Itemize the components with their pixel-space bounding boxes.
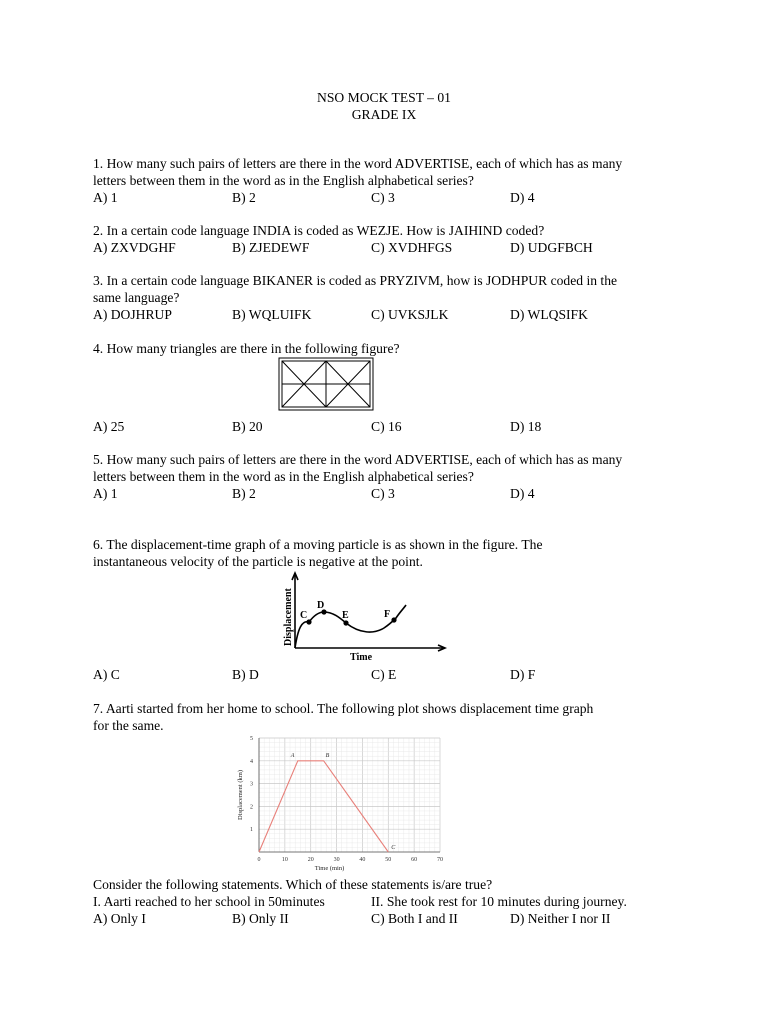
q1-option-a: A) 1 xyxy=(93,190,118,205)
point-f-label: F xyxy=(384,609,391,620)
x-tick-label: 30 xyxy=(333,857,340,863)
question-6-line-1: 6. The displacement-time graph of a moving particle is as shown in the figure. The xyxy=(93,537,543,552)
point-e-label: E xyxy=(342,610,349,621)
question-6-line-2: instantaneous velocity of the particle is negative at the point. xyxy=(93,554,423,569)
x-tick-label: 20 xyxy=(307,857,314,863)
point-label-c: C xyxy=(391,845,396,851)
x-tick-label: 70 xyxy=(437,857,443,863)
q6-option-a: A) C xyxy=(93,667,120,682)
question-3-line-2: same language? xyxy=(93,290,180,305)
chart-y-axis-label: Displacement (km) xyxy=(237,770,244,820)
q3-option-d: D) WLQSIFK xyxy=(510,307,588,322)
x-tick-label: 50 xyxy=(385,857,392,863)
q5-option-c: C) 3 xyxy=(371,486,395,501)
y-tick-label: 2 xyxy=(250,804,253,811)
q2-option-a: A) ZXVDGHF xyxy=(93,240,176,255)
point-label-b: B xyxy=(325,752,330,759)
q2-option-d: D) UDGFBCH xyxy=(510,240,593,255)
x-tick-label: 10 xyxy=(281,857,288,863)
time-axis-label: Time xyxy=(350,652,373,662)
q3-option-c: C) UVKSJLK xyxy=(371,307,449,322)
q6-option-b: B) D xyxy=(232,667,259,682)
q2-option-b: B) ZJEDEWF xyxy=(232,240,310,255)
y-tick-label: 4 xyxy=(250,758,253,765)
question-1-line-2: letters between them in the word as in the English alphabetical series? xyxy=(93,173,474,188)
q5-option-b: B) 2 xyxy=(232,486,256,501)
triangles-figure xyxy=(278,357,374,411)
question-1-line-1: 1. How many such pairs of letters are there in the word ADVERTISE, each of which has as many xyxy=(93,156,623,171)
q4-option-c: C) 16 xyxy=(371,419,402,434)
displacement-time-chart xyxy=(225,730,450,875)
q7-option-c: C) Both I and II xyxy=(371,911,458,926)
q4-option-b: B) 20 xyxy=(232,419,263,434)
grade-label: GRADE IX xyxy=(351,107,417,122)
question-7-statement-2: II. She took rest for 10 minutes during journey. xyxy=(371,894,627,909)
q1-option-b: B) 2 xyxy=(232,190,256,205)
q3-option-a: A) DOJHRUP xyxy=(93,307,172,322)
point-d-label: D xyxy=(317,600,325,611)
chart-axes xyxy=(259,738,440,852)
question-7-line-1: 7. Aarti started from her home to school. The following plot shows displacement time graph xyxy=(93,701,594,716)
y-tick-label: 3 xyxy=(250,781,253,788)
q3-option-b: B) WQLUIFK xyxy=(232,307,312,322)
question-3-line-1: 3. In a certain code language BIKANER is coded as PRYZIVM, how is JODHPUR coded in the xyxy=(93,273,618,288)
y-tick-label: 5 xyxy=(250,736,253,742)
question-7-statement-1: I. Aarti reached to her school in 50minutes xyxy=(93,894,325,909)
y-tick-label: 1 xyxy=(250,827,253,834)
question-7-line-2: for the same. xyxy=(93,718,164,733)
point-c-label: C xyxy=(300,610,308,621)
point-label-a: A xyxy=(290,752,295,759)
point-f-dot xyxy=(391,617,396,622)
question-5-line-1: 5. How many such pairs of letters are there in the word ADVERTISE, each of which has as many xyxy=(93,452,623,467)
q1-option-d: D) 4 xyxy=(510,190,535,205)
question-5-line-2: letters between them in the word as in the English alphabetical series? xyxy=(93,469,474,484)
displacement-curve-figure xyxy=(278,570,448,662)
q4-option-d: D) 18 xyxy=(510,419,542,434)
q2-option-c: C) XVDHFGS xyxy=(371,240,453,255)
q5-option-d: D) 4 xyxy=(510,486,535,501)
test-title: NSO MOCK TEST – 01 xyxy=(317,90,451,105)
displacement-axis-label: Displacement xyxy=(283,588,294,646)
question-2-line-1: 2. In a certain code language INDIA is coded as WEZJE. How is JAIHIND coded? xyxy=(93,223,545,238)
question-7-statement-prompt: Consider the following statements. Which of these statements is/are true? xyxy=(93,877,493,892)
x-tick-label: 40 xyxy=(359,857,366,863)
q4-option-a: A) 25 xyxy=(93,419,125,434)
q7-option-d: D) Neither I nor II xyxy=(510,911,611,926)
q6-option-d: D) F xyxy=(510,667,536,682)
x-tick-label: 0 xyxy=(257,857,261,863)
chart-grid xyxy=(259,738,440,852)
q6-option-c: C) E xyxy=(371,667,397,682)
q7-option-b: B) Only II xyxy=(232,911,289,926)
q7-option-a: A) Only I xyxy=(93,911,146,926)
question-4-line-1: 4. How many triangles are there in the following figure? xyxy=(93,341,400,356)
x-tick-label: 60 xyxy=(411,857,418,863)
chart-x-axis-label: Time (min) xyxy=(314,865,345,872)
point-e-dot xyxy=(343,620,348,625)
q5-option-a: A) 1 xyxy=(93,486,118,501)
q1-option-c: C) 3 xyxy=(371,190,395,205)
